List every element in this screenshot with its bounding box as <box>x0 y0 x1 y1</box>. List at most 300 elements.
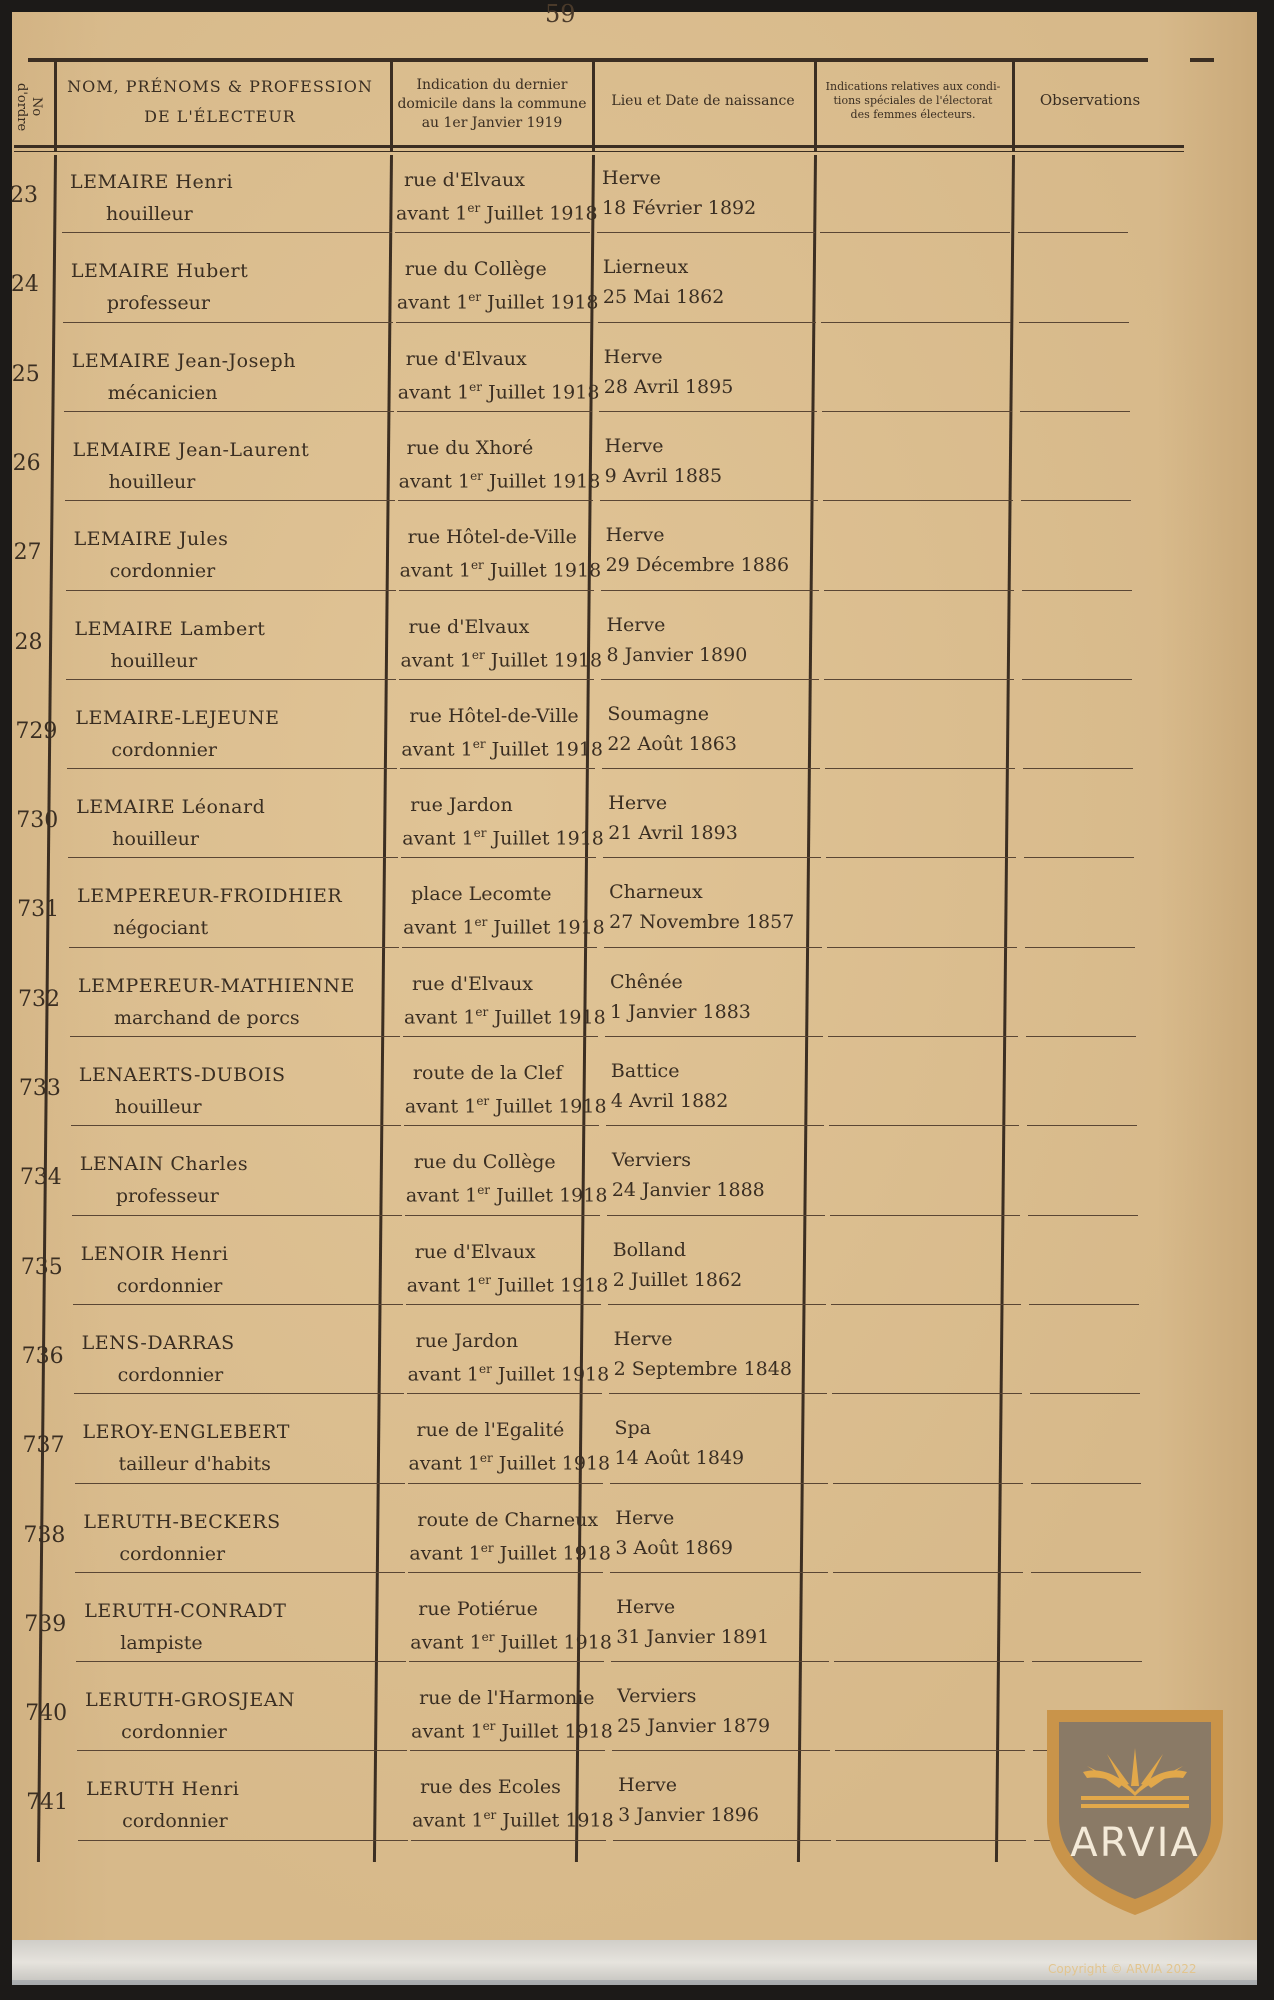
women-row-rule <box>830 1215 1020 1216</box>
since-suffix: Juillet 1918 <box>495 1720 613 1743</box>
domicile-row-rule <box>409 1661 604 1662</box>
since-sup: er <box>472 736 486 751</box>
domicile-address: rue d'Elvaux <box>404 169 525 191</box>
domicile-since <box>407 1273 609 1296</box>
women-row-rule <box>825 768 1015 769</box>
women-row-rule <box>821 322 1011 323</box>
domicile-since <box>400 558 602 581</box>
obs-row-rule <box>1025 947 1135 948</box>
name-row-rule <box>71 1125 401 1126</box>
since-sup: er <box>480 1540 494 1555</box>
domicile-since <box>403 915 605 938</box>
birth-date: 29 Décembre 1886 <box>605 554 790 577</box>
domicile-since <box>399 469 601 492</box>
women-row-rule <box>826 857 1016 858</box>
name-row-rule <box>66 679 396 680</box>
header-no-ordre: No d'ordre <box>14 82 44 132</box>
birth-date: 3 Août 1869 <box>615 1536 733 1559</box>
elector-profession: houilleur <box>106 203 193 225</box>
since-suffix: Juillet 1918 <box>481 291 599 314</box>
women-row-rule <box>827 947 1017 948</box>
birth-place: Spa <box>614 1417 652 1440</box>
birth-row-rule <box>610 1483 828 1484</box>
col-line-2 <box>390 62 393 152</box>
since-prefix: avant 1 <box>408 1452 480 1475</box>
obs-row-rule <box>1022 679 1132 680</box>
elector-profession: mécanicien <box>107 381 218 404</box>
since-suffix: Juillet 1918 <box>485 738 603 761</box>
name-row-rule <box>63 322 393 323</box>
arvia-logo-icon <box>1035 1700 1235 1920</box>
domicile-since <box>402 826 604 849</box>
name-row-rule <box>64 411 394 412</box>
since-suffix: Juillet 1918 <box>493 1541 612 1564</box>
birth-row-rule <box>607 1215 825 1216</box>
elector-profession: professeur <box>106 292 210 315</box>
domicile-address: rue Jardon <box>410 794 513 817</box>
elector-profession: houilleur <box>112 828 199 851</box>
name-row-rule <box>72 1215 402 1216</box>
domicile-address: rue des Ecoles <box>420 1776 561 1799</box>
name-row-rule <box>75 1572 405 1573</box>
domicile-row-rule <box>408 1572 603 1573</box>
elector-profession: cordonnier <box>119 1542 226 1565</box>
name-row-rule <box>70 1036 400 1037</box>
birth-date: 21 Avril 1893 <box>608 822 738 845</box>
obs-row-rule <box>1021 500 1131 501</box>
obs-row-rule <box>1018 232 1128 233</box>
birth-place: Herve <box>602 167 661 189</box>
elector-profession: marchand de porcs <box>114 1006 300 1029</box>
since-sup: er <box>476 1094 490 1108</box>
elector-profession: cordonnier <box>117 1363 224 1386</box>
name-row-rule <box>62 232 392 233</box>
domicile-since <box>405 1094 607 1117</box>
domicile-address: rue du Collège <box>404 258 547 281</box>
elector-name: LEMAIRE Henri <box>70 171 234 193</box>
birth-place: Herve <box>608 792 668 815</box>
since-sup: er <box>467 201 481 215</box>
domicile-row-rule <box>399 679 594 680</box>
since-suffix: Juillet 1918 <box>483 559 602 582</box>
women-row-rule <box>829 1125 1019 1126</box>
elector-profession: cordonnier <box>111 738 217 761</box>
birth-row-rule <box>598 322 816 323</box>
entry-number: 733 <box>18 1076 61 1101</box>
name-row-rule <box>78 1840 408 1841</box>
entry-number: 737 <box>22 1433 65 1459</box>
entry-number: 732 <box>18 986 61 1012</box>
women-row-rule <box>833 1572 1023 1573</box>
elector-name: LEMPEREUR-MATHIENNE <box>78 974 355 997</box>
since-prefix: avant 1 <box>410 1631 482 1654</box>
obs-row-rule <box>1019 322 1129 323</box>
obs-row-rule <box>1030 1393 1140 1394</box>
birth-place: Chênée <box>610 970 683 993</box>
since-prefix: avant 1 <box>411 1720 483 1743</box>
elector-profession: négociant <box>113 917 209 940</box>
elector-profession: cordonnier <box>122 1810 228 1833</box>
entry-number: 24 <box>10 272 39 298</box>
obs-row-rule <box>1027 1125 1137 1126</box>
elector-name: LEMAIRE Léonard <box>76 796 266 819</box>
since-sup: er <box>483 1808 497 1823</box>
entry-number: 730 <box>16 808 59 834</box>
since-sup: er <box>477 1183 491 1198</box>
since-suffix: Juillet 1918 <box>492 1452 611 1475</box>
domicile-address: rue Potiérue <box>418 1597 538 1620</box>
domicile-row-rule <box>411 1840 606 1841</box>
header-name <box>60 76 380 127</box>
header-women-line3: des femmes électeurs. <box>850 107 976 121</box>
since-prefix: avant 1 <box>402 827 474 850</box>
birth-date: 3 Janvier 1896 <box>618 1804 759 1827</box>
elector-name: LEMPEREUR-FROIDHIER <box>77 885 343 908</box>
domicile-since <box>396 201 598 224</box>
domicile-address: place Lecomte <box>411 883 552 906</box>
birth-row-rule <box>597 232 815 233</box>
since-prefix: avant 1 <box>405 1184 478 1207</box>
entry-number: 27 <box>13 540 42 566</box>
elector-name: LENS-DARRAS <box>81 1331 235 1354</box>
domicile-address: rue d'Elvaux <box>405 347 527 370</box>
entry-number: 736 <box>21 1343 64 1369</box>
since-prefix: avant 1 <box>412 1809 484 1832</box>
birth-place: Soumagne <box>607 702 710 725</box>
obs-row-rule <box>1032 1661 1142 1662</box>
elector-name: LEMAIRE Jean-Laurent <box>72 438 310 461</box>
birth-place: Herve <box>613 1327 673 1350</box>
since-suffix: Juillet 1918 <box>480 202 598 225</box>
domicile-row-rule <box>403 1036 598 1037</box>
header-women-line1: Indications relatives aux condi- <box>825 80 1001 93</box>
birth-place: Verviers <box>611 1149 692 1172</box>
women-row-rule <box>828 1036 1018 1037</box>
since-prefix: avant 1 <box>404 1006 476 1029</box>
elector-profession: cordonnier <box>121 1721 227 1744</box>
birth-row-rule <box>599 411 817 412</box>
birth-row-rule <box>612 1750 830 1751</box>
domicile-address: rue Hôtel-de-Ville <box>409 704 579 727</box>
elector-profession: tailleur d'habits <box>118 1453 271 1476</box>
elector-profession: professeur <box>115 1185 219 1208</box>
domicile-since <box>398 380 600 403</box>
name-row-rule <box>68 857 398 858</box>
since-prefix: avant 1 <box>401 738 473 761</box>
domicile-row-rule <box>401 857 596 858</box>
women-row-rule <box>833 1483 1023 1484</box>
entry-number: 741 <box>26 1790 69 1816</box>
domicile-row-rule <box>399 590 594 591</box>
birth-date: 25 Janvier 1879 <box>617 1715 771 1738</box>
domicile-since <box>412 1808 614 1831</box>
since-suffix: Juillet 1918 <box>484 648 603 671</box>
birth-date: 14 Août 1849 <box>614 1447 745 1470</box>
domicile-address: route de Charneux <box>417 1508 599 1531</box>
name-row-rule <box>77 1750 407 1751</box>
since-prefix: avant 1 <box>398 470 471 493</box>
entry-number: 735 <box>20 1254 63 1280</box>
name-row-rule <box>76 1661 406 1662</box>
birth-date: 2 Juillet 1862 <box>612 1268 743 1291</box>
obs-row-rule <box>1031 1483 1141 1484</box>
birth-place: Herve <box>618 1774 677 1797</box>
birth-row-rule <box>601 590 819 591</box>
domicile-address: rue d'Elvaux <box>408 615 530 638</box>
elector-name: LEROY-ENGLEBERT <box>82 1421 290 1444</box>
domicile-row-rule <box>402 947 597 948</box>
birth-date: 18 Février 1892 <box>602 197 757 219</box>
birth-row-rule <box>609 1393 827 1394</box>
domicile-address: rue du Collège <box>413 1151 556 1174</box>
since-sup: er <box>478 1361 492 1376</box>
domicile-since <box>410 1630 612 1653</box>
birth-place: Herve <box>603 345 663 368</box>
birth-row-rule <box>600 500 818 501</box>
since-suffix: Juillet 1918 <box>487 916 605 939</box>
obs-row-rule <box>1026 1036 1136 1037</box>
birth-place: Lierneux <box>602 256 689 279</box>
elector-name: LEMAIRE-LEJEUNE <box>75 706 280 729</box>
domicile-since <box>406 1183 608 1206</box>
birth-place: Battice <box>610 1060 680 1082</box>
elector-name: LERUTH Henri <box>86 1778 240 1801</box>
col-line-3 <box>592 62 595 152</box>
birth-row-rule <box>601 679 819 680</box>
elector-name: LEMAIRE Jean-Joseph <box>71 349 296 372</box>
entry-number: 729 <box>15 718 58 744</box>
since-sup: er <box>479 1451 493 1466</box>
header-name-line1: NOM, PRÉNOMS & PROFESSION <box>67 77 373 96</box>
col-line-4 <box>814 62 817 152</box>
since-suffix: Juillet 1918 <box>486 827 604 850</box>
elector-profession: cordonnier <box>109 560 216 583</box>
domicile-row-rule <box>400 768 595 769</box>
birth-place: Charneux <box>609 881 703 904</box>
domicile-address: rue de l'Harmonie <box>419 1687 595 1710</box>
birth-place: Herve <box>615 1506 675 1529</box>
birth-date: 31 Janvier 1891 <box>616 1625 770 1648</box>
name-row-rule <box>65 500 395 501</box>
elector-name: LENAERTS-DUBOIS <box>78 1064 286 1086</box>
name-row-rule <box>69 947 399 948</box>
since-suffix: Juillet 1918 <box>488 1006 606 1029</box>
since-sup: er <box>470 468 483 483</box>
elector-name: LEMAIRE Jules <box>73 528 229 551</box>
col-line-1 <box>54 62 57 152</box>
since-suffix: Juillet 1918 <box>490 1184 608 1207</box>
women-row-rule <box>835 1750 1025 1751</box>
domicile-row-rule <box>395 232 590 233</box>
since-sup: er <box>471 647 485 662</box>
women-row-rule <box>834 1661 1024 1662</box>
birth-date: 8 Janvier 1890 <box>606 643 748 666</box>
entry-number: 28 <box>14 629 43 655</box>
name-row-rule <box>74 1393 404 1394</box>
header-observations: Observations <box>1039 91 1141 109</box>
header-domicile <box>392 76 592 133</box>
obs-row-rule <box>1023 768 1133 769</box>
domicile-row-rule <box>396 322 591 323</box>
name-row-rule <box>66 590 396 591</box>
obs-row-rule <box>1029 1304 1139 1305</box>
since-sup: er <box>470 558 484 573</box>
birth-date: 22 Août 1863 <box>607 732 737 755</box>
name-row-rule <box>75 1483 405 1484</box>
birth-date: 1 Janvier 1883 <box>610 1000 751 1023</box>
birth-row-rule <box>603 857 821 858</box>
header-domicile-line2: domicile dans la commune <box>397 95 587 112</box>
birth-row-rule <box>613 1840 831 1841</box>
since-prefix: avant 1 <box>403 916 475 939</box>
birth-row-rule <box>604 947 822 948</box>
since-sup: er <box>482 1719 496 1734</box>
header-women <box>817 80 1009 121</box>
domicile-row-rule <box>397 411 592 412</box>
birth-row-rule <box>608 1304 826 1305</box>
birth-date: 27 Novembre 1857 <box>609 911 795 934</box>
birth-place: Herve <box>616 1595 676 1618</box>
elector-profession: houilleur <box>110 649 198 672</box>
women-row-rule <box>824 590 1014 591</box>
since-prefix: avant 1 <box>409 1541 481 1564</box>
obs-row-rule <box>1024 857 1134 858</box>
since-suffix: Juillet 1918 <box>491 1363 610 1386</box>
birth-place: Herve <box>605 524 665 547</box>
entry-number: 739 <box>24 1611 67 1637</box>
women-row-rule <box>831 1304 1021 1305</box>
women-row-rule <box>823 500 1013 501</box>
obs-row-rule <box>1022 590 1132 591</box>
since-suffix: Juillet 1918 <box>490 1273 609 1296</box>
birth-date: 25 Mai 1862 <box>602 286 725 309</box>
domicile-since <box>411 1719 613 1742</box>
arvia-logo-text: ARVIA <box>1070 1820 1200 1866</box>
since-sup: er <box>474 915 488 930</box>
domicile-since <box>408 1362 610 1385</box>
since-prefix: avant 1 <box>400 648 472 671</box>
name-row-rule <box>73 1304 403 1305</box>
domicile-since <box>409 1451 611 1474</box>
header-name-line2: DE L'ÉLECTEUR <box>144 106 296 126</box>
since-sup: er <box>468 290 482 305</box>
birth-row-rule <box>605 1036 823 1037</box>
entry-number: 25 <box>11 361 40 387</box>
elector-profession: cordonnier <box>116 1274 223 1297</box>
col-line-5 <box>1012 62 1015 152</box>
entry-number: 731 <box>17 897 60 923</box>
obs-row-rule <box>1028 1215 1138 1216</box>
women-row-rule <box>824 679 1014 680</box>
since-sup: er <box>469 379 483 394</box>
birth-date: 2 Septembre 1848 <box>613 1357 792 1380</box>
since-suffix: Juillet 1918 <box>482 380 600 403</box>
entry-number: 738 <box>23 1522 66 1548</box>
since-suffix: Juillet 1918 <box>496 1809 614 1832</box>
birth-place: Verviers <box>617 1685 697 1708</box>
obs-row-rule <box>1020 411 1130 412</box>
since-suffix: Juillet 1918 <box>489 1095 607 1118</box>
header-women-line2: tions spéciales de l'électorat <box>833 93 993 107</box>
women-row-rule <box>822 411 1012 412</box>
birth-place: Herve <box>606 613 666 636</box>
birth-row-rule <box>610 1572 828 1573</box>
birth-date: 24 Janvier 1888 <box>611 1179 765 1202</box>
women-row-rule <box>820 232 1010 233</box>
elector-name: LERUTH-BECKERS <box>83 1510 281 1533</box>
since-sup: er <box>475 1004 489 1019</box>
elector-name: LERUTH-CONRADT <box>84 1599 287 1622</box>
birth-row-rule <box>602 768 820 769</box>
birth-row-rule <box>611 1661 829 1662</box>
domicile-address: rue Hôtel-de-Ville <box>407 526 577 549</box>
since-suffix: Juillet 1918 <box>494 1631 612 1654</box>
elector-profession: houilleur <box>114 1096 202 1118</box>
domicile-since <box>404 1005 606 1028</box>
domicile-since <box>400 648 602 671</box>
domicile-address: rue du Xhoré <box>406 436 534 459</box>
since-prefix: avant 1 <box>397 380 470 403</box>
since-prefix: avant 1 <box>406 1273 479 1296</box>
header-rule <box>14 145 1184 148</box>
page-number: 59 <box>545 0 576 28</box>
birth-place: Herve <box>604 434 664 457</box>
since-sup: er <box>473 826 487 841</box>
elector-name: LERUTH-GROSJEAN <box>85 1689 296 1712</box>
copyright-notice: Copyright © ARVIA 2022 <box>1048 1962 1197 1976</box>
entry-number: 26 <box>12 450 41 476</box>
domicile-row-rule <box>405 1215 600 1216</box>
since-prefix: avant 1 <box>404 1095 477 1118</box>
domicile-address: rue d'Elvaux <box>412 972 533 995</box>
domicile-since <box>409 1541 611 1564</box>
birth-date: 4 Avril 1882 <box>610 1090 729 1112</box>
header-birth: Lieu et Date de naissance <box>611 93 795 109</box>
elector-profession: lampiste <box>120 1631 203 1654</box>
since-sup: er <box>478 1272 491 1287</box>
header-rule-thin <box>14 151 1184 152</box>
entry-number: 23 <box>10 183 38 208</box>
elector-profession: houilleur <box>108 470 196 493</box>
domicile-since <box>401 737 603 760</box>
domicile-address: rue Jardon <box>415 1329 519 1352</box>
women-row-rule <box>836 1840 1026 1841</box>
top-rule <box>28 58 1148 62</box>
since-prefix: avant 1 <box>396 202 468 225</box>
top-rule-right <box>1190 58 1214 62</box>
domicile-address: rue de l'Egalité <box>416 1419 565 1442</box>
birth-place: Bolland <box>612 1238 686 1261</box>
since-prefix: avant 1 <box>407 1363 479 1386</box>
women-row-rule <box>832 1393 1022 1394</box>
obs-row-rule <box>1031 1572 1141 1573</box>
domicile-row-rule <box>408 1483 603 1484</box>
header-domicile-line1: Indication du dernier <box>416 77 568 93</box>
name-row-rule <box>67 768 397 769</box>
elector-name: LENOIR Henri <box>80 1242 229 1265</box>
birth-date: 28 Avril 1895 <box>603 375 734 398</box>
birth-row-rule <box>606 1125 824 1126</box>
since-prefix: avant 1 <box>399 559 471 582</box>
since-prefix: avant 1 <box>396 291 469 314</box>
domicile-address: route de la Clef <box>412 1062 563 1084</box>
elector-name: LEMAIRE Hubert <box>70 260 249 283</box>
since-suffix: Juillet 1918 <box>482 470 601 493</box>
domicile-address: rue d'Elvaux <box>414 1240 536 1263</box>
domicile-row-rule <box>407 1393 602 1394</box>
since-sup: er <box>481 1629 495 1644</box>
elector-name: LEMAIRE Lambert <box>74 617 266 640</box>
